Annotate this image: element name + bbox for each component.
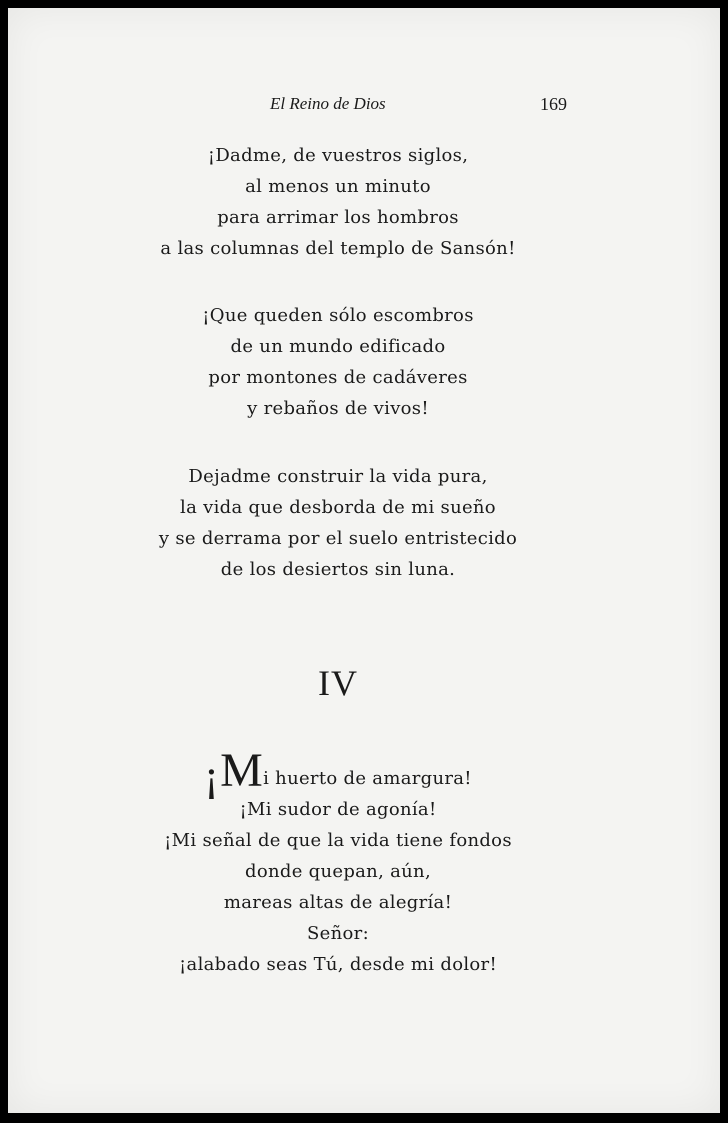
verse-line: ¡Mi señal de que la vida tiene fondos <box>164 830 512 851</box>
verse-line: de los desiertos sin luna. <box>220 559 456 580</box>
verse-line-first <box>8 744 668 800</box>
book-page <box>8 8 720 1113</box>
running-title: El Reino de Dios <box>270 94 386 113</box>
section-numeral: IV <box>318 663 358 703</box>
verse-line: ¡Que queden sólo escombros <box>202 305 474 326</box>
verse-line: y rebaños de vivos! <box>247 398 429 419</box>
verse-line-rest: i huerto de amargura! <box>263 768 472 789</box>
verse-line: ¡alabado seas Tú, desde mi dolor! <box>179 954 497 975</box>
verse-line: la vida que desborda de mi sueño <box>180 497 496 518</box>
verse-line: ¡Dadme, de vuestros siglos, <box>207 145 469 166</box>
page-number: 169 <box>540 94 567 114</box>
verse-line: para arrimar los hombros <box>217 207 459 228</box>
verse-line: donde quepan, aún, <box>245 861 431 882</box>
stanza-1 <box>8 140 668 264</box>
verse-line: mareas altas de alegría! <box>223 892 453 913</box>
drop-cap: M <box>220 744 264 797</box>
verse-line: al menos un minuto <box>245 176 431 197</box>
verse-line: ¡Mi sudor de agonía! <box>239 799 437 820</box>
verse-line: y se derrama por el suelo entristecido <box>158 528 518 549</box>
verse-line: a las columnas del templo de Sansón! <box>160 238 516 259</box>
stanza-2 <box>8 300 668 424</box>
verse-line: de un mundo edificado <box>230 336 446 357</box>
drop-exclamation: ¡ <box>204 751 220 800</box>
verse-line: Señor: <box>307 923 369 944</box>
verse-line: por montones de cadáveres <box>208 367 468 388</box>
stanza-3 <box>8 461 668 585</box>
verse-line: Dejadme construir la vida pura, <box>188 466 488 487</box>
stanza-4 <box>8 744 668 980</box>
page-header <box>8 94 720 118</box>
